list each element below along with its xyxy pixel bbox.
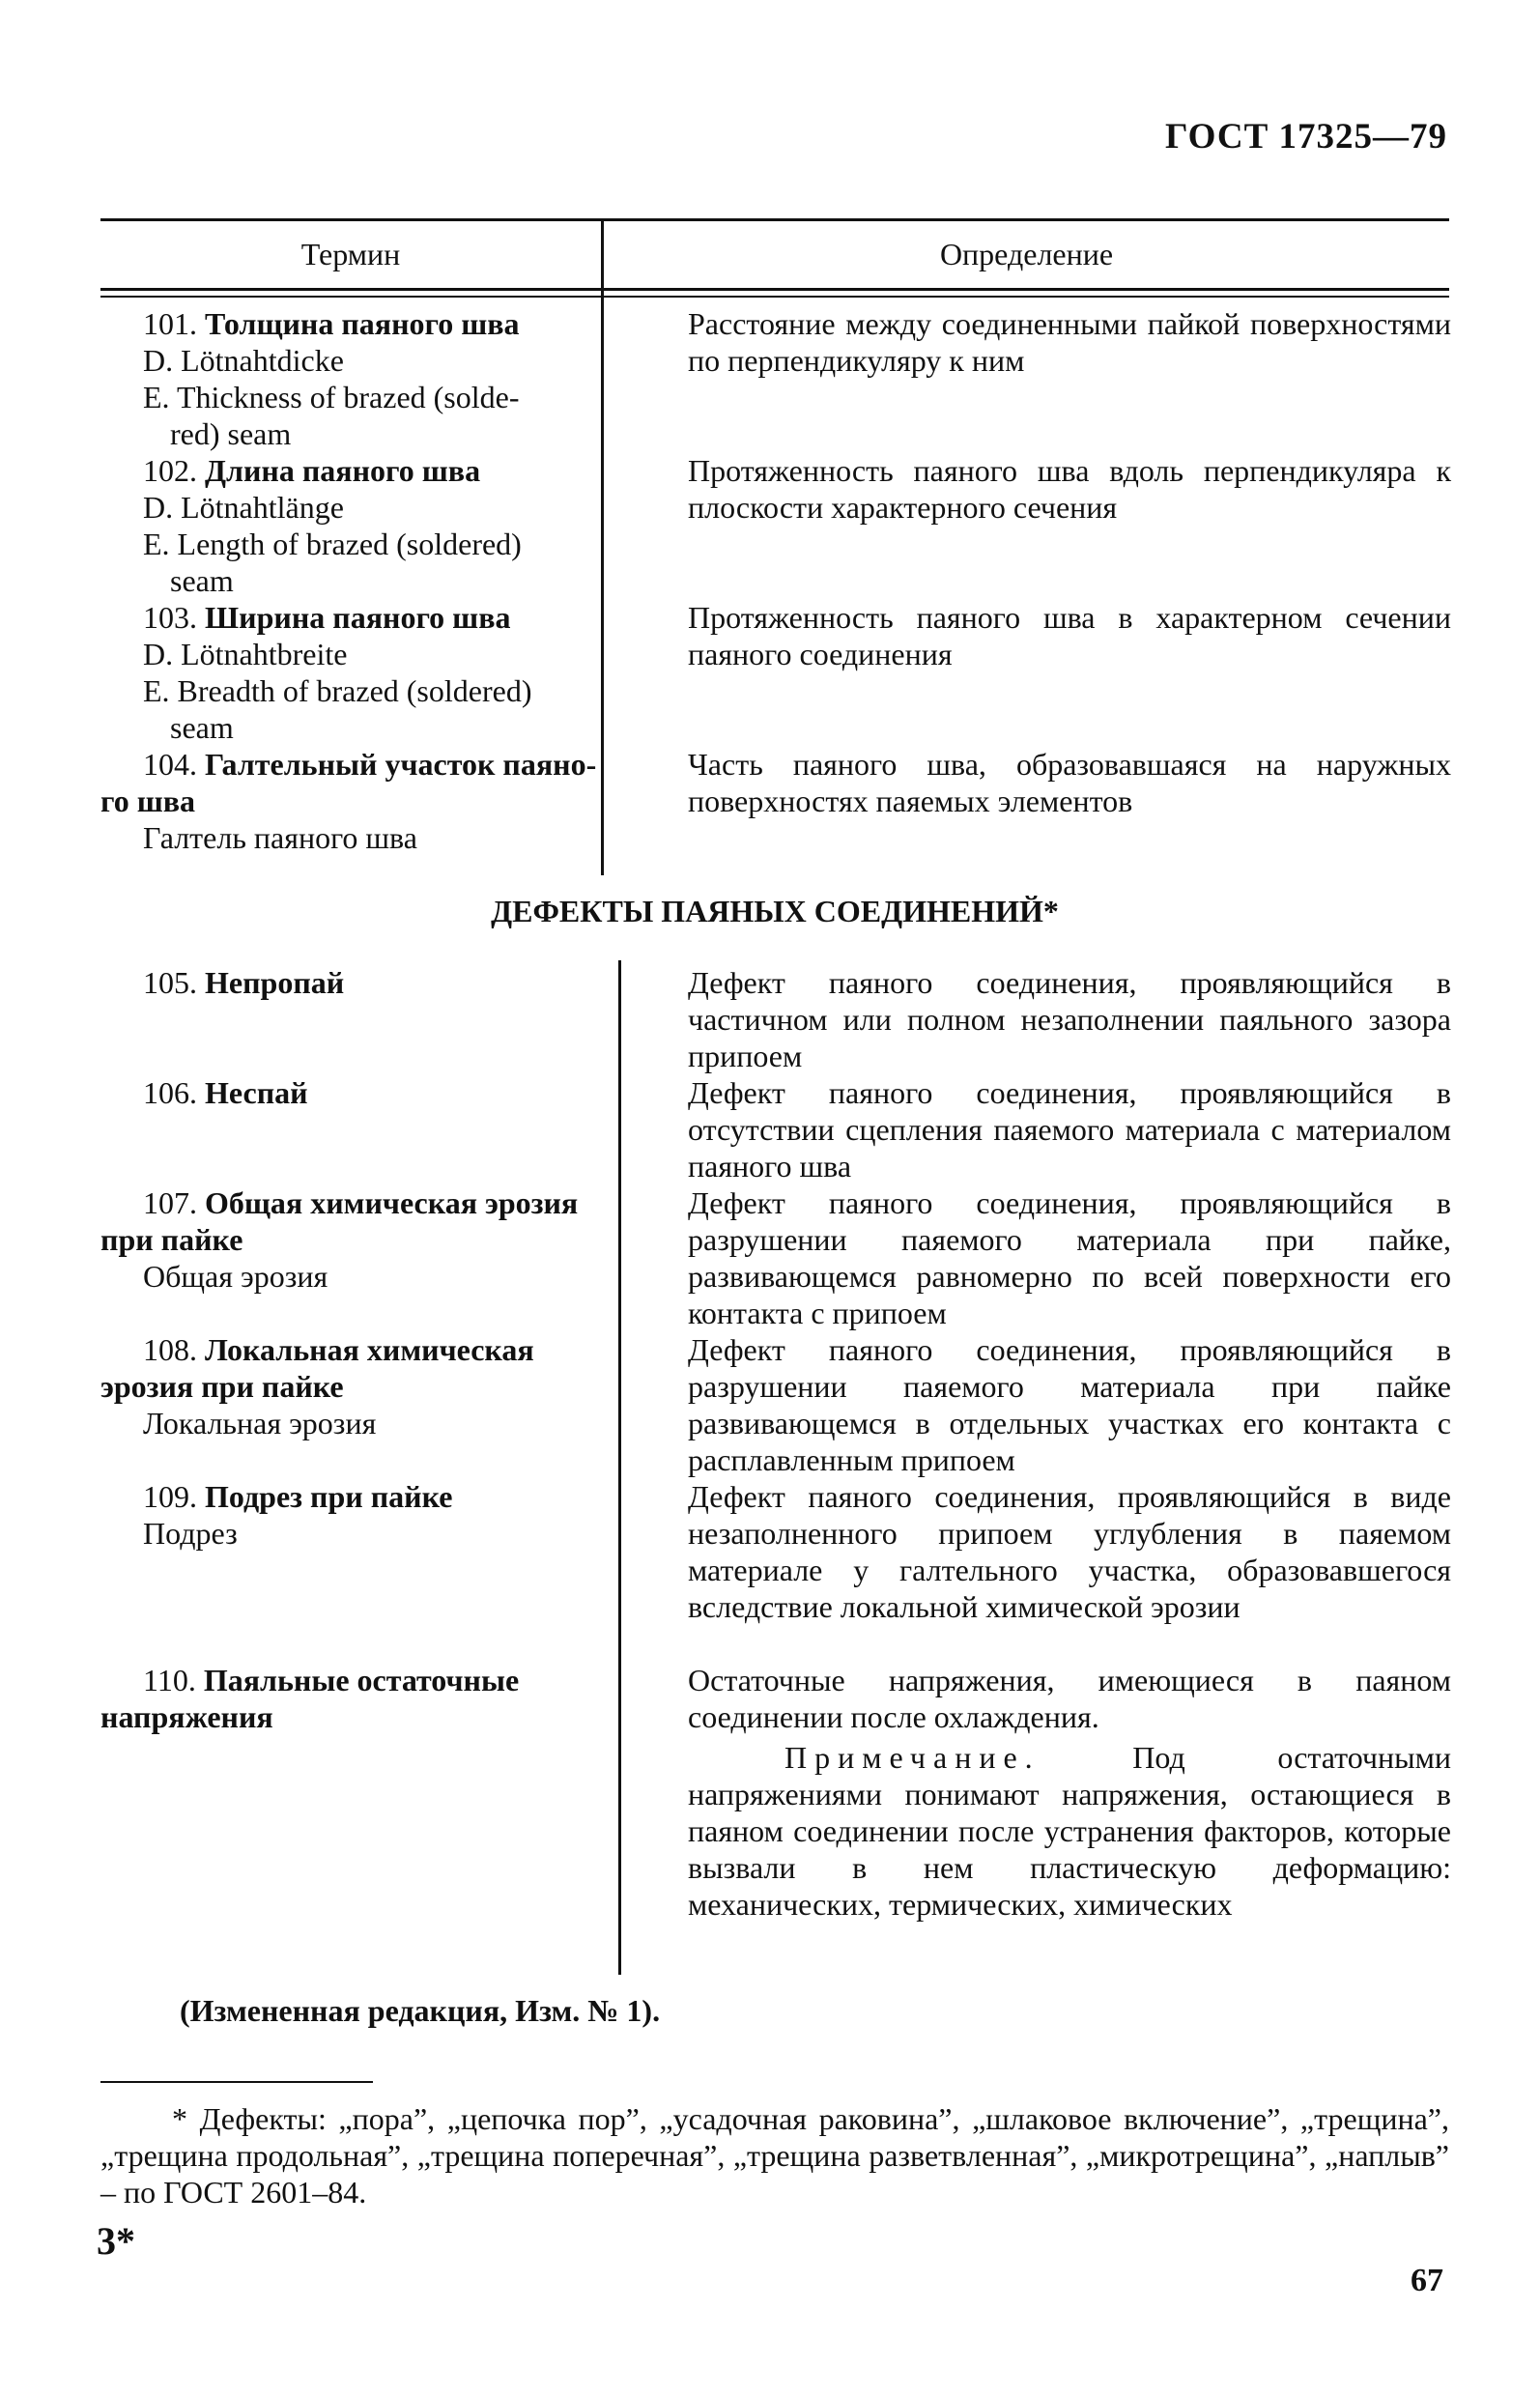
table-top-rule: [100, 218, 1449, 221]
footnote-rule: [100, 2081, 373, 2083]
term-106: 106. Неспай: [143, 1075, 308, 1110]
definition-107: Дефект паяного соединения, проявляющийся в разрушении паяемого материала при пайке, развивающемся равномерно по всей поверхности его контакта с припоем: [688, 1185, 1451, 1330]
term-102: 102. Длина паяного шва D. Lötnahtlänge E. Length of brazed (soldered) seam: [143, 453, 522, 598]
term-107: 107. Общая химическая эрозия при пайке Общая эрозия: [100, 1185, 579, 1294]
page-number: 67: [1411, 2263, 1443, 2298]
column-header-term: Термин: [300, 237, 401, 271]
term-110: 110. Паяльные остаточные напряжения: [100, 1663, 520, 1734]
amendment-note: (Измененная редакция, Изм. № 1).: [180, 1993, 661, 2028]
column-header-definition: Определение: [939, 237, 1114, 271]
table-header-rule-2: [100, 296, 1449, 298]
definition-103: Протяженность паяного шва в характерном сечении паяного соединения: [688, 600, 1451, 671]
definition-101: Расстояние между соединенными пайкой поверхностями по перпендикуляру к ним: [688, 306, 1451, 378]
section-title: ДЕФЕКТЫ ПАЯНЫХ СОЕДИНЕНИЙ*: [491, 894, 1059, 928]
definition-110: Остаточные напряжения, имеющиеся в паяном соединении после охлаждения.: [688, 1663, 1451, 1734]
table-header-rule-1: [100, 288, 1449, 291]
definition-102: Протяженность паяного шва вдоль перпендикуляра к плоскости характерного сечения: [688, 453, 1451, 525]
standard-header: ГОСТ 17325—79: [1165, 117, 1447, 157]
definition-104: Часть паяного шва, образовавшаяся на наружных поверхностях паяемых элементов: [688, 747, 1451, 818]
term-103: 103. Ширина паяного шва D. Lötnahtbreite E. Breadth of brazed (soldered) seam: [143, 600, 532, 745]
definition-105: Дефект паяного соединения, проявляющийся в частичном или полном незаполнении паяльного зазора припоем: [688, 965, 1451, 1073]
term-101: 101. Толщина паяного шва D. Lötnahtdicke E. Thickness of brazed (solde- red) seam: [143, 306, 520, 451]
definition-109: Дефект паяного соединения, проявляющийся в виде незаполненного припоем углубления в паяемом материале у галтельного участка, образовавшегося вследствие локальной химической эрозии: [688, 1479, 1451, 1624]
footnote: * Дефекты: „пора”, „цепочка пор”, „усадочная раковина”, „шлаковое включение”, „трещина”, „трещина продольная”, „трещина поперечная”, „трещина разветвленная”, „микротрещина”, „наплыв” – по ГОСТ 2601–84.: [100, 2101, 1449, 2210]
definition-108: Дефект паяного соединения, проявляющийся в разрушении паяемого материала при пайке развивающемся в отдельных участках его контакта с расплавленным припоем: [688, 1332, 1451, 1477]
table-divider-bottom: [618, 960, 621, 1975]
term-108: 108. Локальная химическая эрозия при пайке Локальная эрозия: [100, 1332, 534, 1440]
note-110: Примечание. Под остаточными напряжениями понимают напряжения, остающиеся в паяном соединении после устранения факторов, которые вызвали в нем пластическую деформацию: механических, термических, химических: [688, 1740, 1451, 1922]
note-label: Примечание.: [784, 1740, 1041, 1775]
signature-mark: 3*: [97, 2219, 135, 2263]
definition-106: Дефект паяного соединения, проявляющийся в отсутствии сцепления паяемого материала с материалом паяного шва: [688, 1075, 1451, 1183]
term-104: 104. Галтельный участок паяно- го шва Галтель паяного шва: [100, 747, 597, 855]
term-109: 109. Подрез при пайке Подрез: [143, 1479, 453, 1551]
term-105: 105. Непропай: [143, 965, 345, 1000]
